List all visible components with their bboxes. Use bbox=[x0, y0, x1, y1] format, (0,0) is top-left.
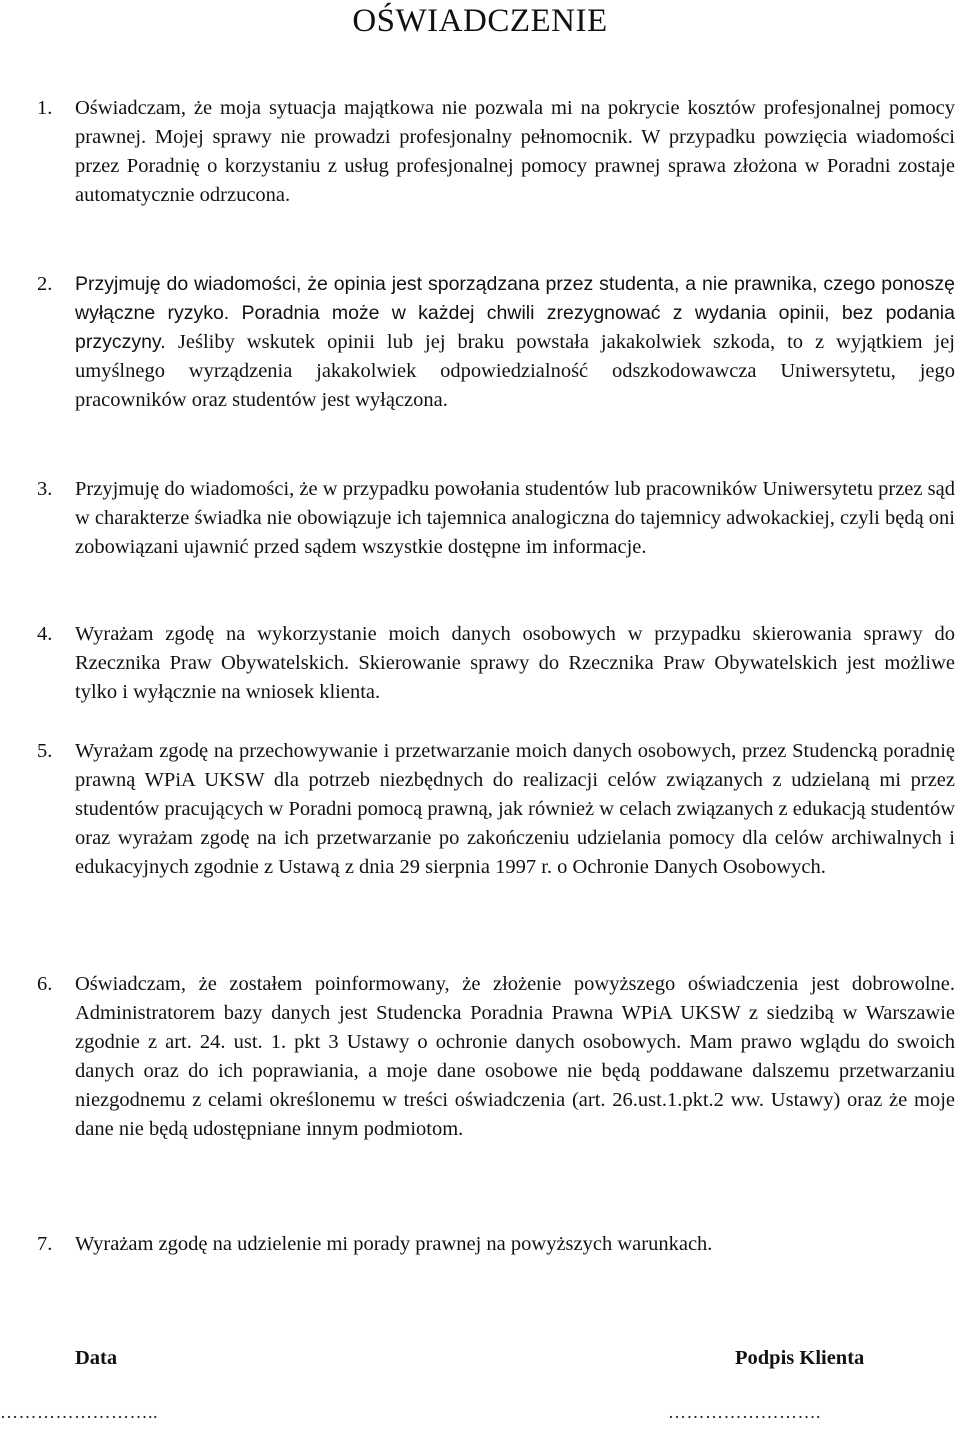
clause-7 bbox=[37, 1230, 955, 1259]
signature-dotted-line[interactable]: ……………………. bbox=[668, 1402, 821, 1422]
document-title: OŚWIADCZENIE bbox=[352, 3, 608, 39]
clause-3 bbox=[37, 475, 955, 562]
clause-number: 7. bbox=[37, 1233, 53, 1255]
clause-text: Wyrażam zgodę na wykorzystanie moich danych osobowych w przypadku skierowania sprawy do Rzecznika Praw Obywatelskich. Skierowanie sprawy do Rzecznika Praw Obywatelskich jest możliwe tylko i wyłącznie na wniosek klienta. bbox=[75, 623, 955, 703]
clause-number: 6. bbox=[37, 973, 53, 995]
clause-6 bbox=[37, 970, 955, 1144]
clause-text: Przyjmuję do wiadomości, że w przypadku powołania studentów lub pracowników Uniwersytetu przez sąd w charakterze świadka nie obowiązuje ich tajemnica analogiczna do tajemnicy adwokackiej, czyli będą oni zobowiązani ujawnić przed sądem wszystkie dostępne im informacje. bbox=[75, 478, 955, 558]
clause-number: 1. bbox=[37, 97, 53, 119]
clause-number: 4. bbox=[37, 623, 53, 645]
clause-number: 2. bbox=[37, 273, 53, 295]
clause-text: Wyrażam zgodę na przechowywanie i przetwarzanie moich danych osobowych, przez Studencką poradnię prawną WPiA UKSW dla potrzeb niezbędnych do realizacji celów związanych z udzielaną mi przez studentów pracujących w Poradni pomocą prawną, jak również w celach związanych z edukacją studentów oraz wyrażam zgodę na ich przetwarzanie po zakończeniu udzielania pomocy dla celów archiwalnych i edukacyjnych zgodnie z Ustawą z dnia 29 sierpnia 1997 r. o Ochronie Danych Osobowych. bbox=[75, 740, 956, 878]
client-signature-label: Podpis Klienta bbox=[735, 1347, 865, 1369]
clause-4 bbox=[37, 620, 955, 707]
clause-text bbox=[75, 270, 955, 415]
clause-2 bbox=[37, 270, 955, 415]
clause-text: Wyrażam zgodę na udzielenie mi porady prawnej na powyższych warunkach. bbox=[75, 1233, 713, 1255]
clause-text: Oświadczam, że zostałem poinformowany, że złożenie powyższego oświadczenia jest dobrowolne. Administratorem bazy danych jest Studencka Poradnia Prawna WPiA UKSW z siedzibą w Warszawie zgodnie z art. 24. ust. 1. pkt 3 Ustawy o ochronie danych osobowych. Mam prawo wglądu do swoich danych oraz do ich poprawiania, a moje dane osobowe nie będą poddawane dalszemu przetwarzaniu niezgodnemu z celami określonemu w treści oświadczenia (art. 26.ust.1.pkt.2 ww. Ustawy) oraz że moje dane nie będą udostępniane innym podmiotom. bbox=[75, 973, 955, 1140]
date-dotted-line[interactable]: …………………….. bbox=[0, 1402, 158, 1422]
clause-number: 3. bbox=[37, 478, 53, 500]
date-label: Data bbox=[75, 1347, 118, 1369]
clause-text-serif: Jeśliby wskutek opinii lub jej braku powstała jakakolwiek szkoda, to z wyjątkiem jej umyślnego wyrządzenia jakakolwiek odpowiedzialność odszkodowawcza Uniwersytetu, jego pracowników oraz studentów jest wyłączona. bbox=[75, 331, 955, 411]
clause-1 bbox=[37, 94, 955, 210]
clause-5 bbox=[37, 737, 955, 882]
clause-text: Oświadczam, że moja sytuacja majątkowa nie pozwala mi na pokrycie kosztów profesjonalnej pomocy prawnej. Mojej sprawy nie prowadzi profesjonalny pełnomocnik. W przypadku powzięcia wiadomości przez Poradnię o korzystaniu z usług profesjonalnej pomocy prawnej sprawa złożona w Poradni zostaje automatycznie odrzucona. bbox=[75, 97, 955, 206]
clause-text-sans: Przyjmuję do wiadomości, że opinia jest sporządzana przez studenta, a nie prawnika, czego ponoszę wyłączne ryzyko. Poradnia może w każdej chwili zrezygnować z wydania opinii, bez podania przyczyny. bbox=[75, 273, 955, 353]
clause-number: 5. bbox=[37, 740, 53, 762]
